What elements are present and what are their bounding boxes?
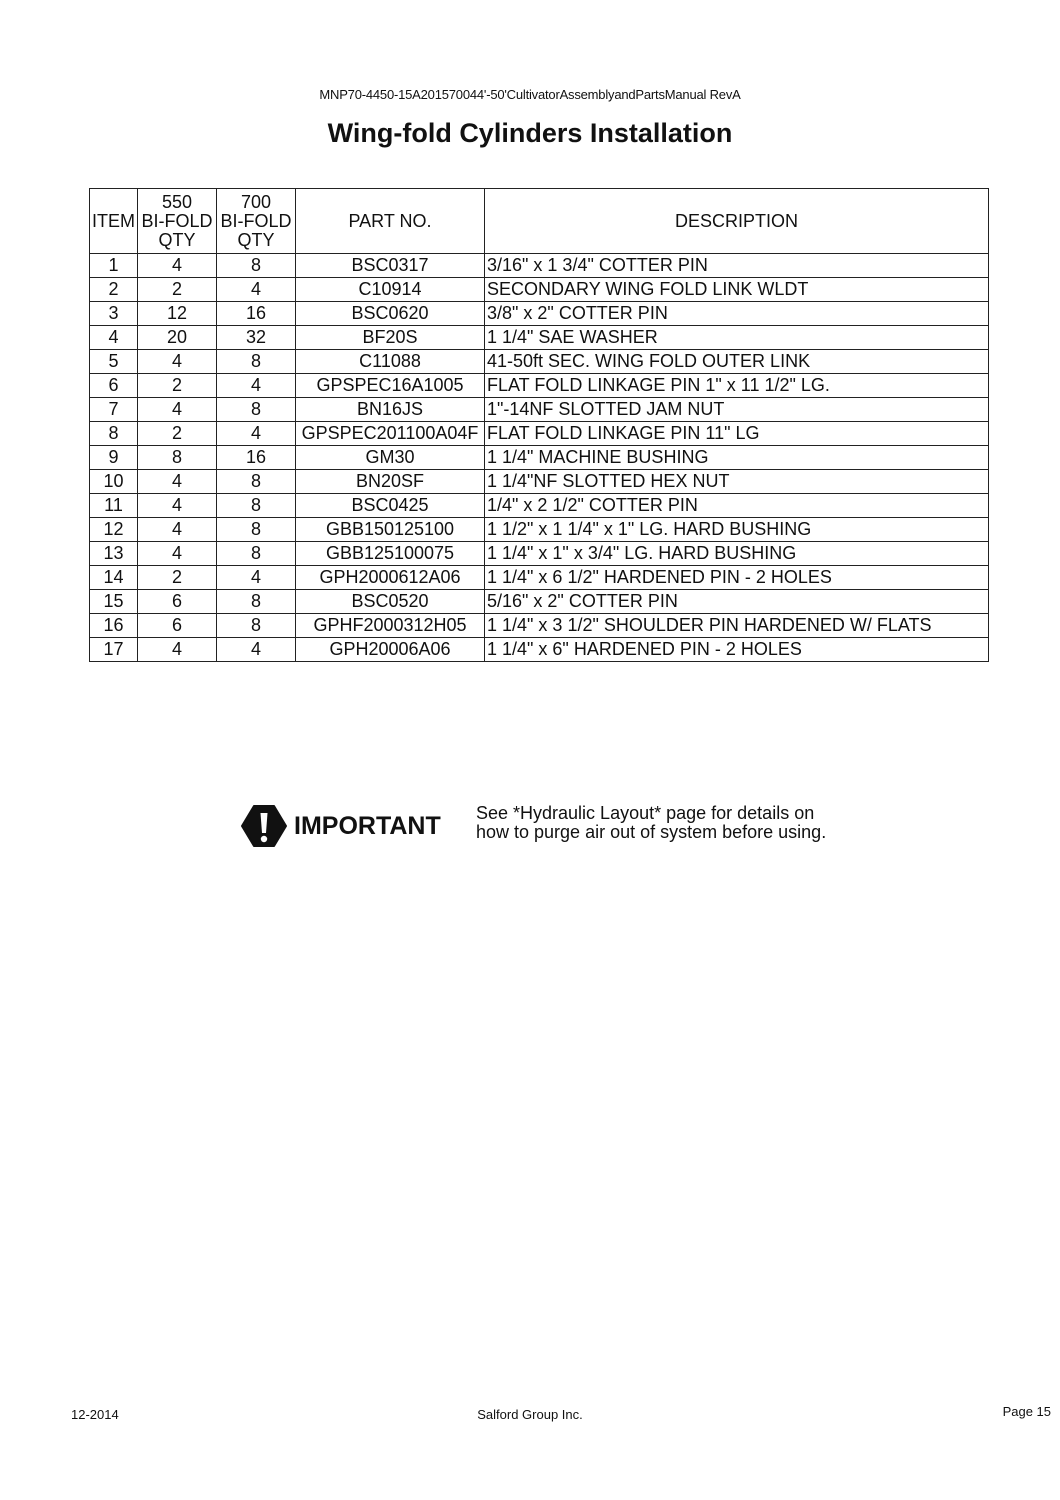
- cell-qty-700: 4: [217, 278, 296, 302]
- cell-item: 3: [90, 302, 138, 326]
- cell-description: 3/16" x 1 3/4" COTTER PIN: [485, 254, 989, 278]
- cell-qty-700: 4: [217, 566, 296, 590]
- cell-qty-700: 8: [217, 470, 296, 494]
- cell-qty-550: 2: [138, 374, 217, 398]
- cell-item: 15: [90, 590, 138, 614]
- important-note: [476, 804, 826, 842]
- cell-part-no: BN20SF: [296, 470, 485, 494]
- cell-description: 1 1/4" x 1" x 3/4" LG. HARD BUSHING: [485, 542, 989, 566]
- important-callout: [240, 803, 441, 849]
- cell-part-no: GPH2000612A06: [296, 566, 485, 590]
- cell-qty-550: 20: [138, 326, 217, 350]
- page-title: Wing-fold Cylinders Installation: [327, 118, 733, 148]
- document-header: MNP70-4450-15A201570044'-50'CultivatorAssemblyandPartsManual RevA: [319, 87, 741, 102]
- cell-item: 6: [90, 374, 138, 398]
- cell-item: 1: [90, 254, 138, 278]
- cell-qty-550: 6: [138, 590, 217, 614]
- header-qty-550-line: 550: [161, 191, 193, 212]
- cell-part-no: BSC0317: [296, 254, 485, 278]
- cell-part-no: C11088: [296, 350, 485, 374]
- table-row: [90, 494, 989, 518]
- cell-part-no: GPSPEC201100A04F: [296, 422, 485, 446]
- table-row: [90, 638, 989, 662]
- cell-description: 1 1/4" MACHINE BUSHING: [485, 446, 989, 470]
- cell-part-no: BSC0520: [296, 590, 485, 614]
- cell-part-no: GM30: [296, 446, 485, 470]
- table-row: [90, 542, 989, 566]
- header-qty-550-line: QTY: [158, 229, 196, 250]
- cell-item: 7: [90, 398, 138, 422]
- cell-qty-550: 4: [138, 254, 217, 278]
- footer-company: Salford Group Inc.: [477, 1407, 583, 1422]
- cell-description: 5/16" x 2" COTTER PIN: [485, 590, 989, 614]
- cell-qty-700: 16: [217, 446, 296, 470]
- footer-date: 12-2014: [71, 1407, 119, 1422]
- important-label: IMPORTANT: [294, 811, 441, 840]
- cell-qty-700: 4: [217, 422, 296, 446]
- cell-qty-700: 32: [217, 326, 296, 350]
- cell-item: 13: [90, 542, 138, 566]
- cell-item: 14: [90, 566, 138, 590]
- cell-description: 3/8" x 2" COTTER PIN: [485, 302, 989, 326]
- table-row: [90, 566, 989, 590]
- cell-qty-550: 4: [138, 518, 217, 542]
- table-row: [90, 470, 989, 494]
- cell-part-no: GPH20006A06: [296, 638, 485, 662]
- cell-description: 41-50ft SEC. WING FOLD OUTER LINK: [485, 350, 989, 374]
- header-description: DESCRIPTION: [485, 189, 989, 254]
- cell-item: 8: [90, 422, 138, 446]
- cell-item: 11: [90, 494, 138, 518]
- table-row: [90, 278, 989, 302]
- cell-description: FLAT FOLD LINKAGE PIN 1" x 11 1/2" LG.: [485, 374, 989, 398]
- table-row: [90, 614, 989, 638]
- cell-part-no: GPHF2000312H05: [296, 614, 485, 638]
- footer-page-number: Page 15: [1002, 1404, 1051, 1419]
- cell-qty-700: 4: [217, 374, 296, 398]
- table-row: [90, 422, 989, 446]
- table-row: [90, 518, 989, 542]
- parts-table-body: [90, 254, 989, 662]
- table-row: [90, 302, 989, 326]
- cell-description: 1 1/4" x 6" HARDENED PIN - 2 HOLES: [485, 638, 989, 662]
- cell-description: 1 1/4" x 3 1/2" SHOULDER PIN HARDENED W/ FLATS: [485, 614, 989, 638]
- cell-description: 1 1/4"NF SLOTTED HEX NUT: [485, 470, 989, 494]
- header-part-no: PART NO.: [296, 189, 485, 254]
- cell-part-no: BF20S: [296, 326, 485, 350]
- cell-item: 17: [90, 638, 138, 662]
- cell-qty-550: 4: [138, 494, 217, 518]
- table-header-row: [90, 189, 989, 254]
- cell-qty-700: 8: [217, 494, 296, 518]
- cell-description: 1"-14NF SLOTTED JAM NUT: [485, 398, 989, 422]
- cell-qty-550: 2: [138, 566, 217, 590]
- header-qty-700-line: 700: [240, 191, 272, 212]
- cell-qty-550: 6: [138, 614, 217, 638]
- cell-item: 9: [90, 446, 138, 470]
- header-qty-700-line: QTY: [237, 229, 275, 250]
- cell-qty-700: 8: [217, 350, 296, 374]
- cell-qty-550: 2: [138, 278, 217, 302]
- table-row: [90, 254, 989, 278]
- cell-item: 10: [90, 470, 138, 494]
- cell-qty-550: 8: [138, 446, 217, 470]
- cell-part-no: GBB150125100: [296, 518, 485, 542]
- cell-qty-550: 4: [138, 638, 217, 662]
- cell-qty-700: 8: [217, 518, 296, 542]
- cell-item: 2: [90, 278, 138, 302]
- cell-qty-700: 8: [217, 590, 296, 614]
- cell-item: 16: [90, 614, 138, 638]
- cell-qty-700: 8: [217, 614, 296, 638]
- cell-qty-700: 4: [217, 638, 296, 662]
- important-note-line: how to purge air out of system before using.: [476, 822, 827, 842]
- cell-qty-550: 4: [138, 350, 217, 374]
- cell-qty-700: 8: [217, 398, 296, 422]
- cell-qty-550: 4: [138, 542, 217, 566]
- cell-qty-700: 8: [217, 542, 296, 566]
- parts-table: [89, 188, 989, 662]
- table-row: [90, 326, 989, 350]
- cell-description: FLAT FOLD LINKAGE PIN 11" LG: [485, 422, 989, 446]
- cell-qty-700: 8: [217, 254, 296, 278]
- cell-qty-550: 2: [138, 422, 217, 446]
- cell-qty-700: 16: [217, 302, 296, 326]
- warning-exclamation-icon: [240, 804, 288, 848]
- table-row: [90, 374, 989, 398]
- cell-qty-550: 12: [138, 302, 217, 326]
- header-qty-700-line: BI-FOLD: [220, 210, 292, 231]
- cell-item: 5: [90, 350, 138, 374]
- cell-part-no: BN16JS: [296, 398, 485, 422]
- table-row: [90, 590, 989, 614]
- important-note-line: See *Hydraulic Layout* page for details on: [476, 803, 815, 823]
- cell-qty-550: 4: [138, 470, 217, 494]
- cell-qty-550: 4: [138, 398, 217, 422]
- table-row: [90, 398, 989, 422]
- cell-part-no: BSC0425: [296, 494, 485, 518]
- table-row: [90, 446, 989, 470]
- cell-part-no: C10914: [296, 278, 485, 302]
- header-qty-700: [217, 189, 296, 254]
- cell-part-no: GBB125100075: [296, 542, 485, 566]
- header-qty-550-line: BI-FOLD: [141, 210, 213, 231]
- cell-part-no: BSC0620: [296, 302, 485, 326]
- cell-description: 1 1/2" x 1 1/4" x 1" LG. HARD BUSHING: [485, 518, 989, 542]
- cell-description: 1 1/4" SAE WASHER: [485, 326, 989, 350]
- table-row: [90, 350, 989, 374]
- cell-item: 12: [90, 518, 138, 542]
- cell-description: 1/4" x 2 1/2" COTTER PIN: [485, 494, 989, 518]
- cell-item: 4: [90, 326, 138, 350]
- cell-description: 1 1/4" x 6 1/2" HARDENED PIN - 2 HOLES: [485, 566, 989, 590]
- cell-part-no: GPSPEC16A1005: [296, 374, 485, 398]
- header-qty-550: [138, 189, 217, 254]
- header-item: ITEM: [90, 189, 138, 254]
- cell-description: SECONDARY WING FOLD LINK WLDT: [485, 278, 989, 302]
